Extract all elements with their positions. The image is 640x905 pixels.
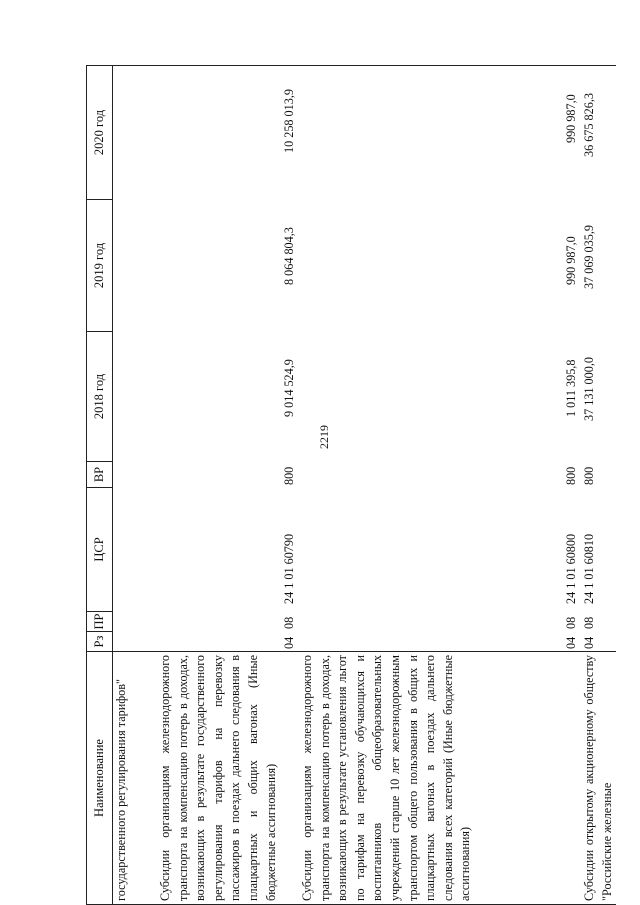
row-name: Субсидии организациям железнодорожного транспорта на компенсацию потерь в доходах, возникающих в результате установления льгот по тарифам на перевозку обучающихся и воспитанников общеобразовательных учреждений старше 10 лет железнодорожным транспортом общего пользования в общих и плацкартных вагонах в поездах дальнего следования всех категорий (Иные бюджетные ассигнования) (300, 655, 473, 901)
row-2019: 990 987,0 (564, 236, 578, 285)
table-divider-name (113, 651, 616, 652)
row-rz: 04 (564, 636, 578, 649)
header-2019: 2019 год (86, 200, 113, 332)
row-2020: 36 675 826,3 (582, 93, 596, 157)
header-2020: 2020 год (86, 65, 113, 200)
row-2018: 9 014 524,9 (282, 359, 296, 417)
header-pr: ПР (86, 612, 113, 632)
row-csr: 24 1 01 60800 (564, 533, 578, 604)
row-vr: 800 (564, 466, 578, 485)
row-2019: 8 064 804,3 (282, 227, 296, 285)
row-vr: 800 (582, 466, 596, 485)
row-2019: 37 069 035,9 (582, 225, 596, 289)
row-rz: 04 (582, 636, 596, 649)
row-2020: 10 258 013,9 (282, 89, 296, 153)
table-border-right (113, 65, 616, 66)
budget-table (86, 65, 616, 905)
row-pr: 08 (282, 616, 296, 629)
row-name: Субсидии открытому акционерному обществу "Российские железные (582, 655, 614, 901)
row-name: Субсидии организациям железнодорожного транспорта на компенсацию потерь в доходах, возникающих в результате государственного регулирования тарифов на перевозку пассажиров в поездах дальнего следования в плацкартных и общих вагонах (Иные бюджетные ассигнования) (158, 655, 278, 901)
row-vr: 800 (282, 466, 296, 485)
row-name: государственного регулирования тарифов" (114, 679, 128, 901)
row-rz: 04 (282, 636, 296, 649)
row-2020: 990 987,0 (564, 94, 578, 143)
header-rz: Рз (86, 632, 113, 652)
row-csr: 24 1 01 60810 (582, 533, 596, 604)
header-2018: 2018 год (86, 332, 113, 462)
row-csr: 24 1 01 60790 (282, 533, 296, 604)
row-2018: 37 131 000,0 (582, 357, 596, 421)
header-name: Наименование (86, 652, 113, 905)
page-number: 2219 (317, 425, 331, 449)
row-pr: 08 (582, 616, 596, 629)
row-pr: 08 (564, 616, 578, 629)
header-vr: ВР (86, 462, 113, 488)
header-csr: ЦСР (86, 488, 113, 612)
row-2018: 1 011 395,8 (564, 359, 578, 417)
